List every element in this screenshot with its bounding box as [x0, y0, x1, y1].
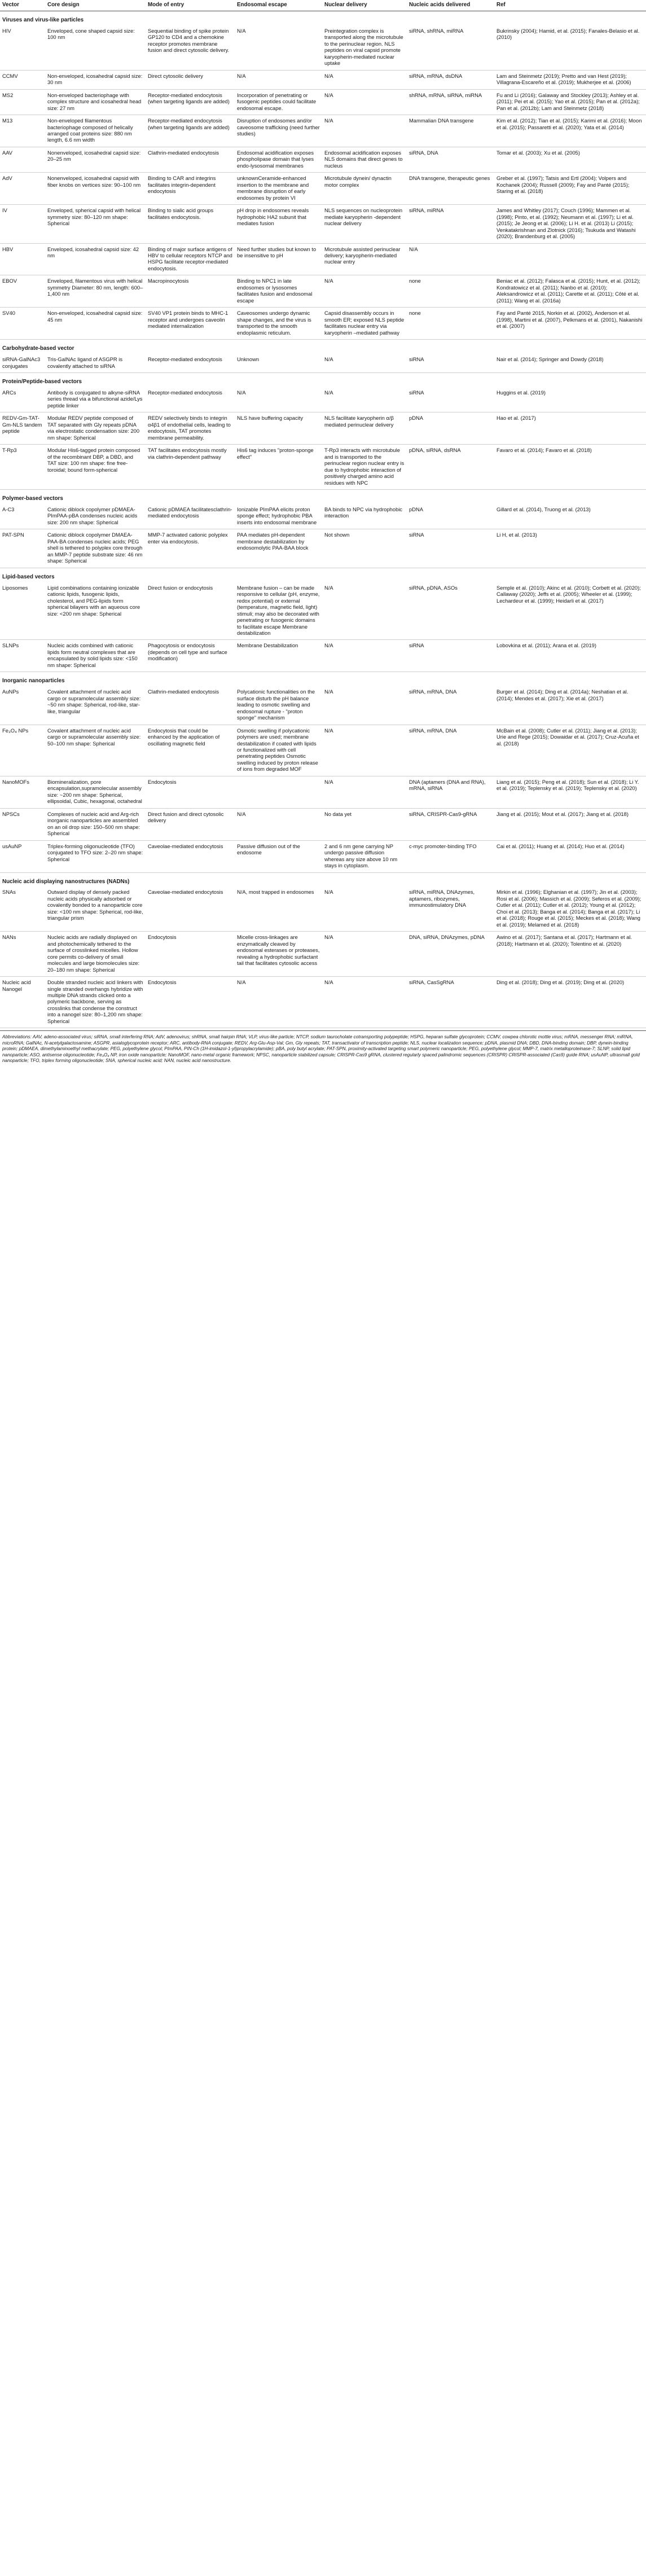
table-body	[0, 11, 646, 1028]
cell-core-design: Outward display of densely packed nucleic acids physically adsorbed or covalently bonded to a nanoparticle core size: <100 nm shape: Spherical, rod-like, triangular prism	[45, 887, 146, 931]
section-title: Nucleic acid displaying nanostructures (NADNs)	[2, 878, 130, 885]
table-row	[0, 25, 646, 70]
table-row	[0, 205, 646, 243]
section-title: Lipid-based vectors	[2, 573, 55, 580]
cell-mode-of-entry: Phagocytosis or endocytosis (depends on cell type and surface modification)	[146, 640, 235, 672]
table-row	[0, 173, 646, 205]
cell-ref: Kim et al. (2012); Tian et al. (2015); Karimi et al. (2016); Moon et al. (2015); Passaretti et al. (2020); Yata et al. (2014)	[494, 115, 646, 147]
cell-nucleic-acids: N/A	[407, 243, 494, 275]
cell-vector: siRNA-GalNAc3 conjugates	[0, 354, 45, 372]
cell-nuclear-delivery: Not shown	[322, 529, 407, 568]
cell-ref: Gillard et al. (2014), Truong et al. (2013)	[494, 504, 646, 529]
cell-ref: Beniac et al. (2012); Falasca et al. (2015); Hunt, et al. (2012); Kondratowicz et al. (2011); Nanbo et al. (2010); Aleksandrowicz et al. (2011); Carette et al. (2011); Côté et al. (2011); Wang et al. (2016a)	[494, 275, 646, 308]
table-row	[0, 70, 646, 89]
cell-vector: NANs	[0, 932, 45, 977]
abbreviations-footnote: Abbreviations: AAV, adeno-associated virus; siRNA, small interfering RNA; AdV, adenovirus; shRNA, small hairpin RNA; VLP, virus-like particle; NTCP, sodium taurocholate cotransporting polypeptide; HSPG, heparan sulfate glycoprotein; CCMV, cowpea chlorotic mottle virus; mRNA, messenger RNA; miRNA, microRNA; GalNAc, N-acetylgalactosamine; ASGPR, asialoglycoprotein receptor; ARC, antibody-RNA conjugate; REDV, Arg-Glu-Asp-Val; Gm, Gly repeats; TAT, transactivator of transcription peptide; NLS, nuclear localization sequence; pDNA, plasmid DNA; DBD, DNA-binding domain; DBP, dynein-binding protein; pDMAEA, dimethylaminoethyl methacrylate; PEG, polyethylene glycol; PImPAA, PIN-Ch (1H-imidazol-1-yl)propylacrylamide); pBA, poly butyl acrylate; PAT-SPN, proximity-activated targeting smart polymeric nanoparticle; PEG, polyethylene glycol; MMP-7, matrix metalloproteinase-7; SLNP, solid lipid nanoparticle; ASO, antisense oligonucleotide; Fe₃O₄ NP, iron oxide nanoparticle; NanoMOF, nano-metal organic framework; NPSC, nanoparticle stabilized capsule; CRISPR-Cas9 gRNA, clustered regularly spaced palindromic sequences (CRISPR) CRISPR-associated (Cas9) guide RNA; usAuNP, ultrasmall gold nanoparticle; TFO, triplex forming oligonucleotide; SNA, spherical nucleic acid; NAN, nucleic acid nanostructure.	[0, 1030, 646, 1064]
section-header-row	[0, 373, 646, 387]
cell-endosomal-escape: N/A, most trapped in endosomes	[235, 887, 322, 931]
cell-vector: AAV	[0, 147, 45, 172]
cell-core-design: Nonenveloped, icosahedral capsid with fiber knobs on vertices size: 90–100 nm	[45, 173, 146, 205]
section-title: Carbohydrate-based vector	[2, 345, 74, 352]
page	[0, 0, 646, 1064]
cell-ref: Fu and Li (2016); Galaway and Stockley (2013); Ashley et al. (2011); Pei et al. (2015); Yao et al. (2015); Pan et al. (2012a); Pan et al. (2012b); Lam and Steinmetz (2018)	[494, 89, 646, 115]
cell-core-design: Covalent attachment of nucleic acid cargo or supramolecular assembly size: 50–100 nm shape: Spherical	[45, 725, 146, 776]
cell-core-design: Non-enveloped, icosahedral capsid size: 30 nm	[45, 70, 146, 89]
header-mode-of-entry: Mode of entry	[146, 0, 235, 11]
cell-nucleic-acids: shRNA, mRNA, siRNA, miRNA	[407, 89, 494, 115]
cell-nucleic-acids: siRNA, DNA	[407, 147, 494, 172]
cell-ref	[494, 243, 646, 275]
cell-mode-of-entry: Endocytosis	[146, 776, 235, 808]
cell-nucleic-acids: none	[407, 308, 494, 340]
header-vector: Vector	[0, 0, 45, 11]
table-row	[0, 776, 646, 808]
cell-nucleic-acids: DNA, siRNA, DNAzymes, pDNA	[407, 932, 494, 977]
cell-vector: MS2	[0, 89, 45, 115]
header-endosomal-escape: Endosomal escape	[235, 0, 322, 11]
cell-vector: PAT-SPN	[0, 529, 45, 568]
cell-vector: NanoMOFs	[0, 776, 45, 808]
cell-ref: Tomar et al. (2003); Xu et al. (2005)	[494, 147, 646, 172]
cell-endosomal-escape: N/A	[235, 70, 322, 89]
cell-endosomal-escape: Membrane Destabilization	[235, 640, 322, 672]
cell-mode-of-entry: Binding to CAR and integrins facilitates integrin-dependent endocytosis	[146, 173, 235, 205]
cell-vector: A-C3	[0, 504, 45, 529]
cell-endosomal-escape: Polycationic functionalities on the surface disturb the pH balance leading to osmotic swelling and endosomal rupture - "proton sponge" mechanism	[235, 686, 322, 725]
cell-ref: Fay and Panté 2015, Norkin et al. (2002), Anderson et al. (1998), Martini et al. (2007), Pelkmans et al. (2001), Nakanishi et al. (2007)	[494, 308, 646, 340]
cell-endosomal-escape: N/A	[235, 977, 322, 1028]
cell-nucleic-acids: DNA transgene, therapeutic genes	[407, 173, 494, 205]
cell-endosomal-escape: Endosomal acidification exposes phospholipase domain that lyses endo-lysosomal membranes	[235, 147, 322, 172]
table-row	[0, 445, 646, 490]
table-row	[0, 275, 646, 308]
cell-mode-of-entry: Endocytosis	[146, 932, 235, 977]
section-header-row	[0, 872, 646, 887]
cell-nucleic-acids: siRNA, pDNA, ASOs	[407, 582, 494, 640]
cell-mode-of-entry: Receptor-mediated endocytosis	[146, 354, 235, 372]
cell-vector: HBV	[0, 243, 45, 275]
cell-ref: Jiang et al. (2015); Mout et al. (2017); Jiang et al. (2018)	[494, 808, 646, 840]
table-row	[0, 504, 646, 529]
section-header-row	[0, 568, 646, 582]
cell-mode-of-entry: Direct fusion and direct cytosolic delivery	[146, 808, 235, 840]
cell-endosomal-escape: Binding to NPC1 in late endosomes or lysosomes facilitates fusion and endosomal escape	[235, 275, 322, 308]
cell-ref: Huggins et al. (2019)	[494, 387, 646, 412]
cell-endosomal-escape: Passive diffusion out of the endosome	[235, 840, 322, 872]
cell-core-design: Non-enveloped, icosahedral capsid size: 45 nm	[45, 308, 146, 340]
cell-nuclear-delivery: Microtubule assisted perinuclear delivery; karyopherin-mediated nuclear entry	[322, 243, 407, 275]
cell-nucleic-acids: siRNA, CRISPR-Cas9-gRNA	[407, 808, 494, 840]
table-row	[0, 840, 646, 872]
cell-mode-of-entry: Endocytosis that could be enhanced by the application of oscillating magnetic field	[146, 725, 235, 776]
header-nuclear-delivery: Nuclear delivery	[322, 0, 407, 11]
cell-mode-of-entry: Binding to sialic acid groups facilitates endocytosis.	[146, 205, 235, 243]
cell-nuclear-delivery: N/A	[322, 89, 407, 115]
cell-nucleic-acids: siRNA	[407, 529, 494, 568]
cell-core-design: Nucleic acids are radially displayed on and photochemically tethered to the surface of crosslinked micelles. Hollow core permits co-delivery of small molecules and large biomolecules size: 20–180 nm shape: Spherical	[45, 932, 146, 977]
cell-mode-of-entry: Direct fusion or endocytosis	[146, 582, 235, 640]
header-core-design: Core design	[45, 0, 146, 11]
cell-endosomal-escape: PAA mediates pH-dependent membrane destabilization by endosomolytic PAA-BAA block	[235, 529, 322, 568]
cell-nucleic-acids: none	[407, 275, 494, 308]
cell-vector: Nucleic acid Nanogel	[0, 977, 45, 1028]
cell-core-design: Nonenveloped, icosahedral capsid size: 20–25 nm	[45, 147, 146, 172]
header-ref: Ref	[494, 0, 646, 11]
cell-ref: Mirkin et al. (1996); Elghanian et al. (1997); Jin et al. (2003); Rosi et al. (2006); Massich et al. (2009); Seferos et al. (2009); Cutler et al. (2011); Cutler et al. (2012); Young et al. (2012); Choi et al. (2013); Banga et al. (2014); Banga et al. (2017); Li et al. (2018); Rouge et al. (2015); Meckes et al. (2018); Wang et al. (2019); Melamed et al. (2018)	[494, 887, 646, 931]
cell-core-design: Enveloped, cone shaped capsid size: 100 nm	[45, 25, 146, 70]
cell-core-design: Antibody is conjugated to alkyne-siRNA series thread via a bifunctional azide/Lys peptide linker	[45, 387, 146, 412]
cell-ref: Awino et al. (2017); Santana et al. (2017); Hartmann et al. (2018); Hartmann et al. (2020); Tolentino et al. (2020)	[494, 932, 646, 977]
cell-ref: Burger et al. (2014); Ding et al. (2014a); Neshatian et al. (2014); Mendes et al. (2017); Xie et al. (2017)	[494, 686, 646, 725]
table-row	[0, 887, 646, 931]
cell-endosomal-escape: Micelle cross-linkages are enzymatically cleaved by endosomal esterases or proteases, revealing a hydrophobic surfactant tail that facilitates cytosolic access	[235, 932, 322, 977]
cell-core-design: Enveloped, spherical capsid with helical symmetry size: 80–120 nm shape: Spherical	[45, 205, 146, 243]
cell-mode-of-entry: REDV selectively binds to integrin α4β1 of endothelial cells, leading to endocytosis, TAT promotes membrane permeability.	[146, 412, 235, 445]
cell-ref: Greber et al. (1997); Tatsis and Ertl (2004); Volpers and Kochanek (2004); Russell (2009); Fay and Panté (2015); Staring et al. (2018)	[494, 173, 646, 205]
cell-nuclear-delivery: T-Rp3 interacts with microtubule and is transported to the perinuclear region nuclear entry is due to hydrophobic interaction of positively charged amino acid residues with NPC	[322, 445, 407, 490]
table-row	[0, 582, 646, 640]
section-title: Protein/Peptide-based vectors	[2, 379, 82, 385]
section-header-row	[0, 11, 646, 25]
cell-mode-of-entry: SV40 VP1 protein binds to MHC-1 receptor and undergoes caveolin mediated internalization	[146, 308, 235, 340]
cell-core-design: Enveloped, icosahedral capsid size: 42 nm	[45, 243, 146, 275]
table-row	[0, 147, 646, 172]
cell-mode-of-entry: Receptor-mediated endocytosis (when targeting ligands are added)	[146, 89, 235, 115]
cell-endosomal-escape: NLS have buffering capacity	[235, 412, 322, 445]
cell-endosomal-escape: Disruption of endosomes and/or caveosome trafficking (need further studies)	[235, 115, 322, 147]
cell-nucleic-acids: pDNA, siRNA, dsRNA	[407, 445, 494, 490]
cell-nucleic-acids: DNA (aptamers (DNA and RNA), mRNA, siRNA	[407, 776, 494, 808]
cell-nuclear-delivery: NLS facilitate karyopherin α/β mediated perinuclear delivery	[322, 412, 407, 445]
table-row	[0, 808, 646, 840]
cell-vector: Fe₃O₄ NPs	[0, 725, 45, 776]
cell-ref: Cai et al. (2011); Huang et al. (2014); Huo et al. (2014)	[494, 840, 646, 872]
cell-mode-of-entry: Direct cytosolic delivery	[146, 70, 235, 89]
cell-mode-of-entry: Caveolae-mediated endocytosis	[146, 840, 235, 872]
cell-endosomal-escape: N/A	[235, 808, 322, 840]
header-nucleic-acids-delivered: Nucleic acids delivered	[407, 0, 494, 11]
cell-nuclear-delivery: N/A	[322, 686, 407, 725]
cell-nuclear-delivery: N/A	[322, 70, 407, 89]
table-row	[0, 640, 646, 672]
cell-core-design: Non-enveloped filamentous bacteriophage composed of helically arranged coat proteins size: 880 nm length, 6.6 nm width	[45, 115, 146, 147]
cell-nucleic-acids: c-myc promoter-binding TFO	[407, 840, 494, 872]
cell-nuclear-delivery: N/A	[322, 387, 407, 412]
cell-mode-of-entry: Receptor-mediated endocytosis	[146, 387, 235, 412]
cell-endosomal-escape: Incorporation of penetrating or fusogenic peptides could facilitate endosomal escape.	[235, 89, 322, 115]
vector-table	[0, 0, 646, 1028]
cell-mode-of-entry: Receptor-mediated endocytosis (when targeting ligands are added)	[146, 115, 235, 147]
cell-endosomal-escape: Membrane fusion – can be made responsive to cellular (pH, enzyme, redox potential) or external (temperature, magnetic field, light) stimuli; may also be decorated with penetrating or fusogenic domains to facilitate escape Membrane destabilization	[235, 582, 322, 640]
cell-vector: AdV	[0, 173, 45, 205]
cell-ref: Lam and Steinmetz (2019); Pretto and van Hest (2019); Villagrana-Escareño et al. (2019); Mukherjee et al. (2006)	[494, 70, 646, 89]
cell-mode-of-entry: Macropinocytosis	[146, 275, 235, 308]
cell-ref: Lobovkina et al. (2011); Arana et al. (2019)	[494, 640, 646, 672]
cell-nucleic-acids: siRNA, mRNA, dsDNA	[407, 70, 494, 89]
table-row	[0, 977, 646, 1028]
cell-nucleic-acids: siRNA, shRNA, miRNA	[407, 25, 494, 70]
section-title: Inorganic nanoparticles	[2, 678, 65, 684]
cell-vector: SV40	[0, 308, 45, 340]
cell-ref: Nair et al. (2014); Springer and Dowdy (2018)	[494, 354, 646, 372]
table-row	[0, 412, 646, 445]
cell-nuclear-delivery: N/A	[322, 115, 407, 147]
cell-nucleic-acids: siRNA, CasSgRNA	[407, 977, 494, 1028]
table-row	[0, 686, 646, 725]
cell-nucleic-acids: siRNA	[407, 354, 494, 372]
table-row	[0, 387, 646, 412]
cell-ref: Hao et al. (2017)	[494, 412, 646, 445]
cell-nuclear-delivery: Endosomal acidification exposes NLS domains that direct genes to nucleus	[322, 147, 407, 172]
cell-vector: IV	[0, 205, 45, 243]
section-title: Polymer-based vectors	[2, 495, 63, 502]
cell-nuclear-delivery: N/A	[322, 776, 407, 808]
cell-mode-of-entry: Endocytosis	[146, 977, 235, 1028]
cell-mode-of-entry: MMP-7 activated cationic polyplex enter via endocytosis.	[146, 529, 235, 568]
cell-ref: Semple et al. (2010); Akinc et al. (2010); Corbett et al. (2020); Callaway (2020); Jeffs et al. (2005); Wheeler et al. (1999); Lechardeur et al. (1999); Heidarli et al. (2017)	[494, 582, 646, 640]
cell-core-design: Non-enveloped bacteriophage with complex structure and icosahedral head size: 27 nm	[45, 89, 146, 115]
cell-ref: James and Whitley (2017); Couch (1996); Mammen et al. (1998); Pinto, et al. (1992); Neumann et al. (1997); Li et al. (2015); Je Jeong et al. (2006); Li H. et al. (2013) Li (2015); Venkatakrishnan and Zlotnick (2016); Tsukuda and Watashi (2020); Brandenburg et al. (2005)	[494, 205, 646, 243]
cell-vector: SNAs	[0, 887, 45, 931]
cell-ref: McBain et al. (2008); Cutler et al. (2011); Jiang et al. (2013); Urie and Rege (2015); Dowaidar et al. (2017); Cruz-Acuña et al. (2018)	[494, 725, 646, 776]
cell-nuclear-delivery: N/A	[322, 640, 407, 672]
cell-mode-of-entry: Binding of major surface antigens of HBV to cellular receptors NTCP and HSPG facilitate receptor-mediated endocytosis.	[146, 243, 235, 275]
table-row	[0, 308, 646, 340]
table-row	[0, 725, 646, 776]
cell-mode-of-entry: Clathrin-mediated endocytosis	[146, 686, 235, 725]
cell-ref: Ding et al. (2018); Ding et al. (2019); Ding et al. (2020)	[494, 977, 646, 1028]
cell-mode-of-entry: Sequential binding of spike protein GP120 to CD4 and a chemokine receptor promotes membrane fusion and direct cytosolic delivery.	[146, 25, 235, 70]
table-row	[0, 89, 646, 115]
cell-ref: Liang et al. (2015); Peng et al. (2018); Sun et al. (2018); Li Y. et al. (2019); Teplensky et al. (2019); Teplensky et al. (2020)	[494, 776, 646, 808]
cell-nuclear-delivery: Preintegration complex is transported along the microtubule to the perinuclear region. NLS peptides on viral capsid promote karyopherin-mediated nuclear uptake	[322, 25, 407, 70]
cell-nuclear-delivery: N/A	[322, 725, 407, 776]
cell-ref: Li H, et al. (2013)	[494, 529, 646, 568]
table-row	[0, 529, 646, 568]
cell-nucleic-acids: pDNA	[407, 504, 494, 529]
cell-core-design: Enveloped, filamentous virus with helical symmetry Diameter: 80 nm, length: 600–1,400 nm	[45, 275, 146, 308]
cell-nucleic-acids: pDNA	[407, 412, 494, 445]
table-row	[0, 354, 646, 372]
cell-endosomal-escape: Ionizable PImPAA elicits proton sponge effect; hydrophobic PBA inserts into endosomal membrane	[235, 504, 322, 529]
cell-vector: EBOV	[0, 275, 45, 308]
cell-nucleic-acids: siRNA, mRNA, DNA	[407, 725, 494, 776]
cell-endosomal-escape: His6 tag induces "proton-sponge effect"	[235, 445, 322, 490]
cell-core-design: Modular His6-tagged protein composed of the recombinant DBP, a DBD, and TAT size: 100 nm shape: fine free-toroidal; bound form-spherical	[45, 445, 146, 490]
cell-endosomal-escape: unknownCeramide-enhanced insertion to the membrane and membrane disruption of early endosomes by protein VI	[235, 173, 322, 205]
cell-nucleic-acids: siRNA	[407, 387, 494, 412]
cell-core-design: Covalent attachment of nucleic acid cargo or supramolecular assembly size: ~50 nm shape: Spherical, rod-like, star-like, triangular	[45, 686, 146, 725]
cell-core-design: Triplex-forming oligonucleotide (TFO) conjugated to TFO size: 2–20 nm shape: Spherical	[45, 840, 146, 872]
cell-mode-of-entry: TAT facilitates endocytosis mostly via clathrin-dependent pathway	[146, 445, 235, 490]
cell-core-design: Nucleic acids combined with cationic lipids form neutral complexes that are encapsulated by solid lipids size: <150 nm shape: Spherical	[45, 640, 146, 672]
cell-mode-of-entry: Caveolae-mediated endocytosis	[146, 887, 235, 931]
cell-vector: Liposomes	[0, 582, 45, 640]
table-row	[0, 932, 646, 977]
cell-core-design: Modular REDV peptide composed of TAT separated with Gly repeats pDNA via electrostatic condensation size: 200 nm shape: Spherical	[45, 412, 146, 445]
cell-core-design: Tris-GalNAc ligand of ASGPR is covalently attached to siRNA	[45, 354, 146, 372]
cell-mode-of-entry: Cationic pDMAEA facilitatesclathrin-mediated endocytosis	[146, 504, 235, 529]
cell-vector: SLNPs	[0, 640, 45, 672]
cell-nucleic-acids: siRNA	[407, 640, 494, 672]
cell-nuclear-delivery: N/A	[322, 977, 407, 1028]
cell-vector: REDV-Gm-TAT-Gm-NLS tandem peptide	[0, 412, 45, 445]
cell-core-design: Lipid combinations containing ionizable cationic lipids, fusogenic lipids, cholesterol, and PEG-lipids form spherical bilayers with an aqueous core size: <200 nm shape: Spherical	[45, 582, 146, 640]
section-header-row	[0, 672, 646, 686]
cell-ref: Favaro et al. (2014); Favaro et al. (2018)	[494, 445, 646, 490]
cell-nucleic-acids: Mammalian DNA transgene	[407, 115, 494, 147]
cell-endosomal-escape	[235, 776, 322, 808]
cell-vector: CCMV	[0, 70, 45, 89]
cell-vector: NPSCs	[0, 808, 45, 840]
cell-endosomal-escape: N/A	[235, 25, 322, 70]
cell-core-design: Complexes of nucleic acid and Arg-rich inorganic nanoparticles are assembled on an oil drop size: 150–500 nm shape: Spherical	[45, 808, 146, 840]
cell-nuclear-delivery: Capsid disassembly occurs in smooth ER; exposed NLS peptide facilitates nuclear entry via karyopherin –mediated pathway	[322, 308, 407, 340]
section-title: Viruses and virus-like particles	[2, 16, 84, 23]
cell-core-design: Cationic diblock copolymer DMAEA-PAA-BA condenses nucleic acids; PEG shell is tethered to polyplex core through an MMP-7 peptide substrate size: 46 nm shape: Spherical	[45, 529, 146, 568]
cell-mode-of-entry: Clathrin-mediated endocytosis	[146, 147, 235, 172]
cell-nuclear-delivery: N/A	[322, 354, 407, 372]
cell-endosomal-escape: Caveosomes undergo dynamic shape changes, and the virus is transported to the smooth endoplasmic reticulum.	[235, 308, 322, 340]
cell-nuclear-delivery: Microtubule dynein/ dynactin motor complex	[322, 173, 407, 205]
cell-nuclear-delivery: NLS sequences on nucleoprotein mediate karyopherin -dependent nuclear delivery	[322, 205, 407, 243]
cell-nuclear-delivery: N/A	[322, 932, 407, 977]
cell-endosomal-escape: N/A	[235, 387, 322, 412]
cell-vector: AuNPs	[0, 686, 45, 725]
cell-core-design: Double stranded nucleic acid linkers with single stranded overhangs hybridize with multiple DNA strands clicked onto a polymeric backbone, serving as crosslinks that condense the construct into a nanogel size: 80–1,200 nm shape: Spherical	[45, 977, 146, 1028]
cell-nuclear-delivery: N/A	[322, 582, 407, 640]
cell-endosomal-escape: pH drop in endosomes reveals hydrophobic HA2 subunit that mediates fusion	[235, 205, 322, 243]
cell-vector: ARCs	[0, 387, 45, 412]
cell-nuclear-delivery: N/A	[322, 887, 407, 931]
cell-vector: M13	[0, 115, 45, 147]
cell-endosomal-escape: Osmotic swelling if polycationic polymers are used; membrane destabilization if coated with lipids or functionalized with cell penetrating peptides Osmotic swelling induced by proton release of ions from degraded MOF	[235, 725, 322, 776]
cell-vector: T-Rp3	[0, 445, 45, 490]
cell-endosomal-escape: Unknown	[235, 354, 322, 372]
cell-nuclear-delivery: BA binds to NPC via hydrophobic interaction	[322, 504, 407, 529]
cell-core-design: Biomineralization, pore encapsulation,supramolecular assembly size: ~200 nm shape: Spherical, ellipsoidal, Cubic, hexagonal, octahedral	[45, 776, 146, 808]
cell-core-design: Cationic diblock copolymer pDMAEA-PImPAA-pBA condenses nucleic acids size: 200 nm shape: Spherical	[45, 504, 146, 529]
cell-endosomal-escape: Need further studies but known to be insensitive to pH	[235, 243, 322, 275]
cell-vector: usAuNP	[0, 840, 45, 872]
cell-nucleic-acids: siRNA, miRNA	[407, 205, 494, 243]
cell-nuclear-delivery: 2 and 6 nm gene carrying NP undergo passive diffusion whereas any size above 10 nm stays in cytoplasm.	[322, 840, 407, 872]
cell-nuclear-delivery: No data yet	[322, 808, 407, 840]
section-header-row	[0, 490, 646, 504]
table-header-row	[0, 0, 646, 11]
table-row	[0, 243, 646, 275]
table-row	[0, 115, 646, 147]
cell-nucleic-acids: siRNA, mRNA, DNA	[407, 686, 494, 725]
section-header-row	[0, 340, 646, 354]
cell-ref: Bukrinsky (2004); Hamid, et al. (2015); Fanales-Belasio et al. (2010)	[494, 25, 646, 70]
cell-vector: HIV	[0, 25, 45, 70]
cell-nuclear-delivery: N/A	[322, 275, 407, 308]
cell-nucleic-acids: siRNA, miRNA, DNAzymes, aptamers, ribozymes, immunostimulatory DNA	[407, 887, 494, 931]
